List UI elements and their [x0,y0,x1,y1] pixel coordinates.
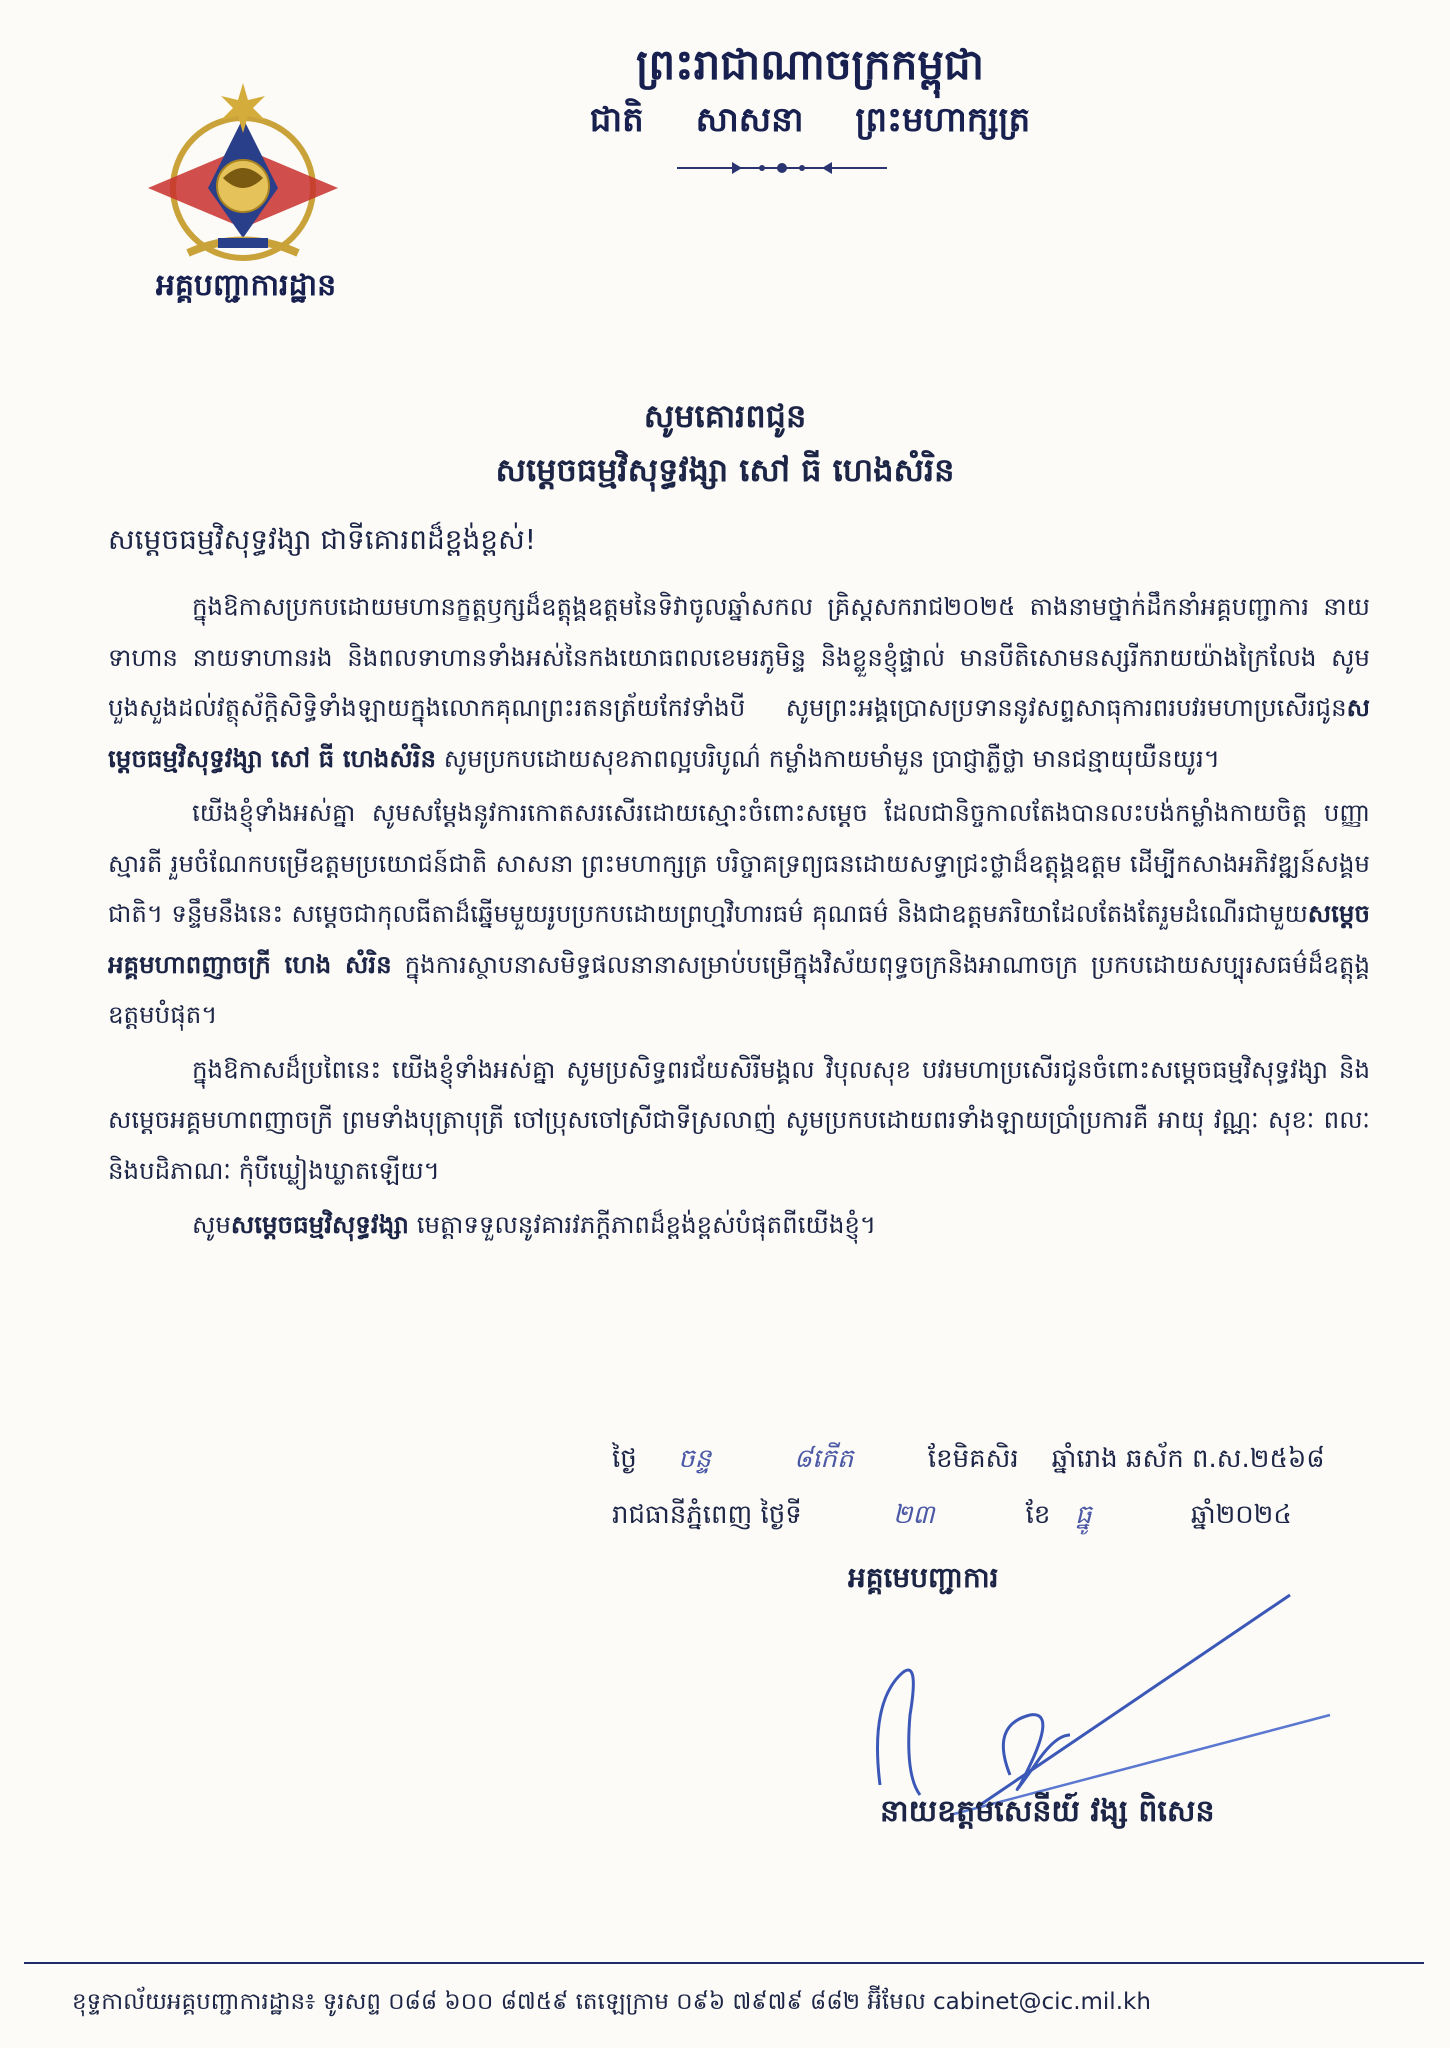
national-motto [540,98,1080,148]
ornament-divider [672,158,892,178]
footer-contact: ខុទ្ទកាល័យអគ្គបញ្ជាការដ្ឋាន៖ ទូរសព្ទ ០៨៨ ៦០០ ៨៧៥៩ តេឡេក្រាម ០៩៦ ៧៩៧៩ ៨៨២ អ៊ីមែល cabinet@cic.mil.kh [72,1989,1151,2015]
handwritten-signature [860,1585,1340,1825]
handwritten-day: ចន្ទ [678,1444,712,1474]
paragraph-4: សូមសម្តេចធម្មវិសុទ្ធវង្សា មេត្តាទទួលនូវគារវភក្តីភាពដ៏ខ្ពង់ខ្ពស់បំផុតពីយើងខ្ញុំ។ [192,1210,877,1239]
addressee-name: សម្តេចធម្មវិសុទ្ធវង្សា សៅ ធី ហេងសំរិន [495,451,955,489]
addressee-greeting: សូមគោរពជូន [643,397,807,435]
signatory-title: អគ្គមេបញ្ជាការ [848,1561,999,1594]
solar-date: រាជធានីភ្នំពេញ ថ្ងៃទី ២៣ ខែ ធ្នូ ឆ្នាំ២០២៤ [612,1500,1292,1530]
paragraph-1: ក្នុងឱកាសប្រកបដោយមហានក្ខត្តឫក្សដ៏ឧត្តុង្គឧត្តមនៃទិវាចូលឆ្នាំសកល គ្រិស្តសករាជ២០២៥ តាងនាមថ្នាក់ដឹកនាំអគ្គបញ្ជាការ នាយទាហាន នាយទាហានរង និងពលទាហានទាំងអស់នៃកងយោធពលខេមរភូមិន្ទ និងខ្លួនខ្ញុំផ្ទាល់ មានបីតិសោមនស្សរីករាយយ៉ាងក្រៃលែង សូមបួងសួងដល់វត្ថុស័ក្តិសិទ្ធិទាំងឡាយក្នុងលោកគុណព្រះរតនត្រ័យកែវទាំងបី សូមព្រះអង្គប្រោសប្រទាននូវសព្ទសាធុការពរបវរមហាប្រសើរជូនសម្តេចធម្មវិសុទ្ធវង្សា សៅ ធី ហេងសំរិន សូមប្រកបដោយសុខភាពល្អបរិបូណ៌ កម្លាំងកាយមាំមួន ប្រាជ្ញាភ្លឺថ្លា មានជន្មាយុយឺនយូរ។ [108,592,1370,773]
kingdom-title: ព្រះរាជាណាចក្រកម្ពុជា [635,40,985,89]
handwritten-day-num: ២៣ [892,1500,935,1530]
motto-religion: សាសនា [695,100,804,140]
signer-name: នាយឧត្តមសេនីយ៍ វង្ស ពិសេន [880,1794,1215,1829]
motto-nation: ជាតិ [589,100,644,140]
salutation: សម្តេចធម្មវិសុទ្ធវង្សា ជាទីគោរពដ៏ខ្ពង់ខ្ពស់! [108,523,536,556]
lunar-date: ថ្ងៃ ចន្ទ ៨កើត ខែមិគសិរ ឆ្នាំរោង ឆស័ក ព.ស.២៥៦៨ [612,1444,1325,1474]
letter-body [108,582,1370,1255]
military-emblem [128,78,358,268]
handwritten-month: ធ្នូ [1075,1500,1092,1530]
bold-name: សម្តេចអគ្គមហាពញាចក្រី ហេង សំរិន [108,899,1370,979]
handwritten-lunar-num: ៨កើត [793,1444,854,1474]
paragraph-3: ក្នុងឱកាសដ៏ប្រពៃនេះ យើងខ្ញុំទាំងអស់គ្នា សូមប្រសិទ្ធពរជ័យសិរីមង្គល វិបុលសុខ បវរមហាប្រសើរជូនចំពោះសម្តេចធម្មវិសុទ្ធវង្សា និងសម្តេចអគ្គមហាពញាចក្រី ព្រមទាំងបុត្រាបុត្រី ចៅប្រុសចៅស្រីជាទីស្រលាញ់ សូមប្រកបដោយពរទាំងឡាយប្រាំប្រការគឺ អាយុ វណ្ណៈ សុខៈ ពលៈ និងបដិភាណៈ កុំបីឃ្លៀងឃ្លាតឡើយ។ [108,1054,1370,1185]
motto-king: ព្រះមហាក្សត្រ [855,100,1031,140]
paragraph-2: យើងខ្ញុំទាំងអស់គ្នា សូមសម្តែងនូវការកោតសរសើរដោយស្មោះចំពោះសម្តេច ដែលជានិច្ចកាលតែងបានលះបង់កម្លាំងកាយចិត្ត បញ្ញាស្មារតី រួមចំណែកបម្រើឧត្តមប្រយោជន៍ជាតិ សាសនា ព្រះមហាក្សត្រ បរិច្ចាគទ្រព្យធនដោយសទ្ធាជ្រះថ្លាដ៏ឧត្តុង្គឧត្តម ដើម្បីកសាងអភិវឌ្ឍន៍សង្គមជាតិ។ ទន្ទឹមនឹងនេះ សម្តេចជាកុលធីតាដ៏ឆ្នើមមួយរូបប្រកបដោយព្រហ្មវិហារធម៌ គុណធម៌ និងជាឧត្តមភរិយាដែលតែងតែរួមដំណើរជាមួយសម្តេចអគ្គមហាពញាចក្រី ហេង សំរិន ក្នុងការស្ថាបនាសមិទ្ធផលនានាសម្រាប់បម្រើក្នុងវិស័យពុទ្ធចក្រនិងអាណាចក្រ ប្រកបដោយសប្បុរសធម៌ដ៏ឧត្តុង្គឧត្តមបំផុត។ [108,798,1370,1029]
organization-name: អគ្គបញ្ជាការដ្ឋាន [155,268,337,303]
bold-name: សម្តេចធម្មវិសុទ្ធវង្សា [230,1210,409,1239]
bold-name: សម្តេចធម្មវិសុទ្ធវង្សា សៅ ធី ហេងសំរិន [108,693,1370,773]
footer-divider [24,1962,1424,1964]
